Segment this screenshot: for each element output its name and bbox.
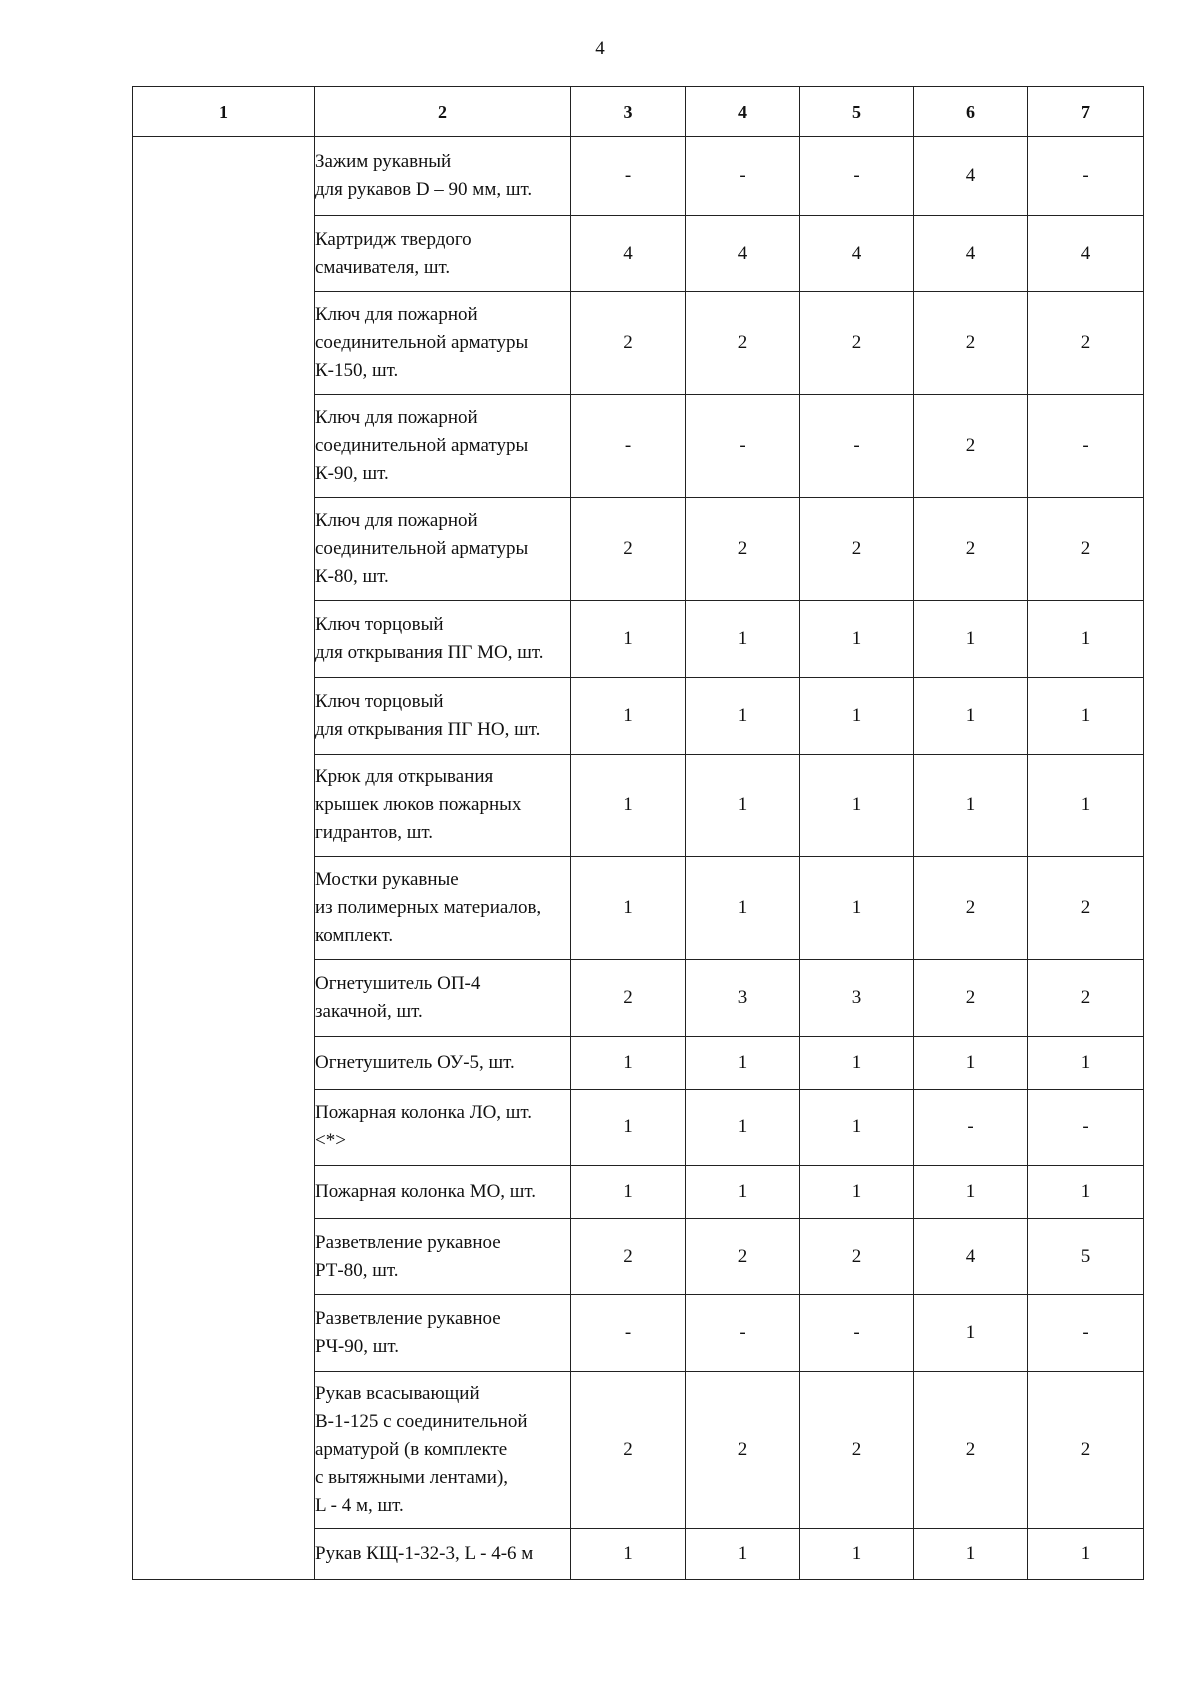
item-name-line: <*> [315, 1130, 346, 1152]
item-name-line: Рукав всасывающий [315, 1383, 480, 1405]
item-name-line: Пожарная колонка ЛО, шт. [315, 1102, 533, 1124]
value-cell-col-5: - [800, 1295, 914, 1372]
value-cell-col-6: 1 [914, 1037, 1028, 1089]
value-cell-col-4: 2 [686, 292, 800, 395]
table-body [133, 137, 1144, 1580]
item-name-line: Разветвление рукавное [315, 1231, 501, 1253]
item-name-cell [315, 677, 571, 754]
value-cell-col-3: 4 [571, 215, 686, 292]
value-cell-col-3: 1 [571, 1089, 686, 1166]
value-cell-col-5: 2 [800, 1218, 914, 1295]
value-cell-col-4: 1 [686, 1089, 800, 1166]
header-row [133, 87, 1144, 137]
value-cell-col-7: 1 [1028, 677, 1144, 754]
value-cell-col-4: 1 [686, 754, 800, 857]
value-cell-col-4: 1 [686, 1529, 800, 1580]
value-cell-col-3: 1 [571, 677, 686, 754]
value-cell-col-3: 1 [571, 1166, 686, 1218]
value-cell-col-3: 1 [571, 1037, 686, 1089]
value-cell-col-3: 2 [571, 498, 686, 601]
value-cell-col-6: 1 [914, 677, 1028, 754]
value-cell-col-3: 1 [571, 601, 686, 678]
item-name-line: К-80, шт. [315, 566, 389, 588]
column-header-4: 4 [686, 87, 800, 137]
value-cell-col-7: 1 [1028, 754, 1144, 857]
column-header-3: 3 [571, 87, 686, 137]
value-cell-col-3: - [571, 137, 686, 216]
value-cell-col-4: 1 [686, 601, 800, 678]
value-cell-col-7: 1 [1028, 1529, 1144, 1580]
page-number: 4 [595, 38, 605, 59]
value-cell-col-5: 2 [800, 1372, 914, 1529]
item-name-line: крышек люков пожарных [315, 794, 522, 816]
item-name-line: для рукавов D – 90 мм, шт. [315, 178, 533, 200]
value-cell-col-4: 1 [686, 857, 800, 960]
item-name-line: соединительной арматуры [315, 538, 529, 560]
item-name-line: Ключ торцовый [315, 690, 444, 712]
item-name-line: Мостки рукавные [315, 869, 459, 891]
item-name-line: соединительной арматуры [315, 332, 529, 354]
equipment-table [132, 86, 1144, 1580]
value-cell-col-6: 2 [914, 960, 1028, 1037]
value-cell-col-4: 4 [686, 215, 800, 292]
value-cell-col-4: 3 [686, 960, 800, 1037]
item-name-line: гидрантов, шт. [315, 822, 434, 844]
value-cell-col-5: 1 [800, 754, 914, 857]
value-cell-col-7: - [1028, 1295, 1144, 1372]
value-cell-col-6: 1 [914, 1295, 1028, 1372]
item-name-cell [315, 498, 571, 601]
item-name-cell [315, 137, 571, 216]
column-header-1: 1 [133, 87, 315, 137]
item-name-line: РТ-80, шт. [315, 1259, 399, 1281]
item-name-line: Рукав КЩ-1-32-3, L - 4-6 м [315, 1543, 534, 1565]
value-cell-col-7: 1 [1028, 601, 1144, 678]
value-cell-col-4: 1 [686, 1166, 800, 1218]
value-cell-col-7: 4 [1028, 215, 1144, 292]
value-cell-col-5: 2 [800, 292, 914, 395]
value-cell-col-6: 4 [914, 215, 1028, 292]
value-cell-col-5: 4 [800, 215, 914, 292]
item-name-line: комплект. [315, 925, 394, 947]
item-name-cell [315, 1218, 571, 1295]
value-cell-col-3: 2 [571, 292, 686, 395]
value-cell-col-6: 2 [914, 498, 1028, 601]
item-name-line: из полимерных материалов, [315, 897, 542, 919]
column-header-2: 2 [315, 87, 571, 137]
value-cell-col-4: 1 [686, 1037, 800, 1089]
item-name-line: Крюк для открывания [315, 766, 494, 788]
value-cell-col-5: 1 [800, 677, 914, 754]
value-cell-col-6: 1 [914, 1529, 1028, 1580]
column-header-6: 6 [914, 87, 1028, 137]
item-name-line: арматурой (в комплекте [315, 1439, 508, 1461]
item-name-line: Ключ для пожарной [315, 407, 478, 429]
item-name-line: соединительной арматуры [315, 435, 529, 457]
item-name-line: РЧ-90, шт. [315, 1336, 399, 1358]
item-name-line: Пожарная колонка МО, шт. [315, 1180, 537, 1202]
value-cell-col-6: 4 [914, 137, 1028, 216]
value-cell-col-7: - [1028, 395, 1144, 498]
item-name-cell [315, 1372, 571, 1529]
item-name-line: В-1-125 с соединительной [315, 1411, 528, 1433]
value-cell-col-4: - [686, 395, 800, 498]
item-name-cell [315, 601, 571, 678]
item-name-cell [315, 1166, 571, 1218]
value-cell-col-6: 2 [914, 857, 1028, 960]
item-name-cell [315, 395, 571, 498]
item-name-cell [315, 1089, 571, 1166]
value-cell-col-7: - [1028, 137, 1144, 216]
value-cell-col-4: - [686, 137, 800, 216]
item-name-cell [315, 292, 571, 395]
value-cell-col-4: 1 [686, 677, 800, 754]
value-cell-col-7: 2 [1028, 960, 1144, 1037]
value-cell-col-7: 2 [1028, 857, 1144, 960]
value-cell-col-6: 4 [914, 1218, 1028, 1295]
table-row [133, 137, 1144, 216]
value-cell-col-3: 1 [571, 754, 686, 857]
item-name-line: К-150, шт. [315, 360, 399, 382]
value-cell-col-6: 2 [914, 395, 1028, 498]
item-name-cell [315, 754, 571, 857]
value-cell-col-4: 2 [686, 498, 800, 601]
item-name-line: Зажим рукавный [315, 150, 452, 172]
value-cell-col-5: 1 [800, 1166, 914, 1218]
value-cell-col-5: - [800, 137, 914, 216]
value-cell-col-6: 1 [914, 754, 1028, 857]
item-name-line: К-90, шт. [315, 463, 389, 485]
value-cell-col-3: - [571, 1295, 686, 1372]
value-cell-col-7: 5 [1028, 1218, 1144, 1295]
column-1-blank-cell [133, 137, 315, 1580]
item-name-cell [315, 1529, 571, 1580]
value-cell-col-4: 2 [686, 1372, 800, 1529]
item-name-cell [315, 857, 571, 960]
value-cell-col-7: 1 [1028, 1037, 1144, 1089]
column-header-5: 5 [800, 87, 914, 137]
item-name-line: Огнетушитель ОП-4 [315, 973, 481, 995]
item-name-line: Огнетушитель ОУ-5, шт. [315, 1051, 515, 1073]
value-cell-col-6: 2 [914, 292, 1028, 395]
value-cell-col-5: 1 [800, 1089, 914, 1166]
value-cell-col-7: 2 [1028, 292, 1144, 395]
value-cell-col-7: 2 [1028, 498, 1144, 601]
value-cell-col-3: 1 [571, 857, 686, 960]
value-cell-col-5: 3 [800, 960, 914, 1037]
item-name-cell [315, 1037, 571, 1089]
item-name-line: смачивателя, шт. [315, 256, 451, 278]
item-name-line: для открывания ПГ МО, шт. [315, 642, 544, 663]
value-cell-col-5: 1 [800, 601, 914, 678]
item-name-line: L - 4 м, шт. [315, 1495, 404, 1517]
value-cell-col-5: 2 [800, 498, 914, 601]
value-cell-col-6: 1 [914, 1166, 1028, 1218]
item-name-line: Картридж твердого [315, 228, 472, 250]
column-header-7: 7 [1028, 87, 1144, 137]
value-cell-col-4: 2 [686, 1218, 800, 1295]
value-cell-col-4: - [686, 1295, 800, 1372]
item-name-line: закачной, шт. [315, 1001, 423, 1023]
item-name-line: для открывания ПГ НО, шт. [315, 718, 541, 740]
item-name-line: Ключ для пожарной [315, 510, 478, 532]
value-cell-col-7: 2 [1028, 1372, 1144, 1529]
value-cell-col-6: 1 [914, 601, 1028, 678]
value-cell-col-3: 2 [571, 1218, 686, 1295]
value-cell-col-3: 2 [571, 1372, 686, 1529]
value-cell-col-6: 2 [914, 1372, 1028, 1529]
item-name-line: с вытяжными лентами), [315, 1467, 509, 1489]
value-cell-col-5: - [800, 395, 914, 498]
value-cell-col-5: 1 [800, 857, 914, 960]
value-cell-col-5: 1 [800, 1529, 914, 1580]
item-name-cell [315, 215, 571, 292]
value-cell-col-7: 1 [1028, 1166, 1144, 1218]
item-name-line: Ключ для пожарной [315, 304, 478, 326]
value-cell-col-5: 1 [800, 1037, 914, 1089]
value-cell-col-3: - [571, 395, 686, 498]
value-cell-col-7: - [1028, 1089, 1144, 1166]
item-name-line: Разветвление рукавное [315, 1308, 501, 1330]
value-cell-col-3: 1 [571, 1529, 686, 1580]
item-name-line: Ключ торцовый [315, 614, 444, 635]
item-name-cell [315, 1295, 571, 1372]
value-cell-col-3: 2 [571, 960, 686, 1037]
item-name-cell [315, 960, 571, 1037]
value-cell-col-6: - [914, 1089, 1028, 1166]
